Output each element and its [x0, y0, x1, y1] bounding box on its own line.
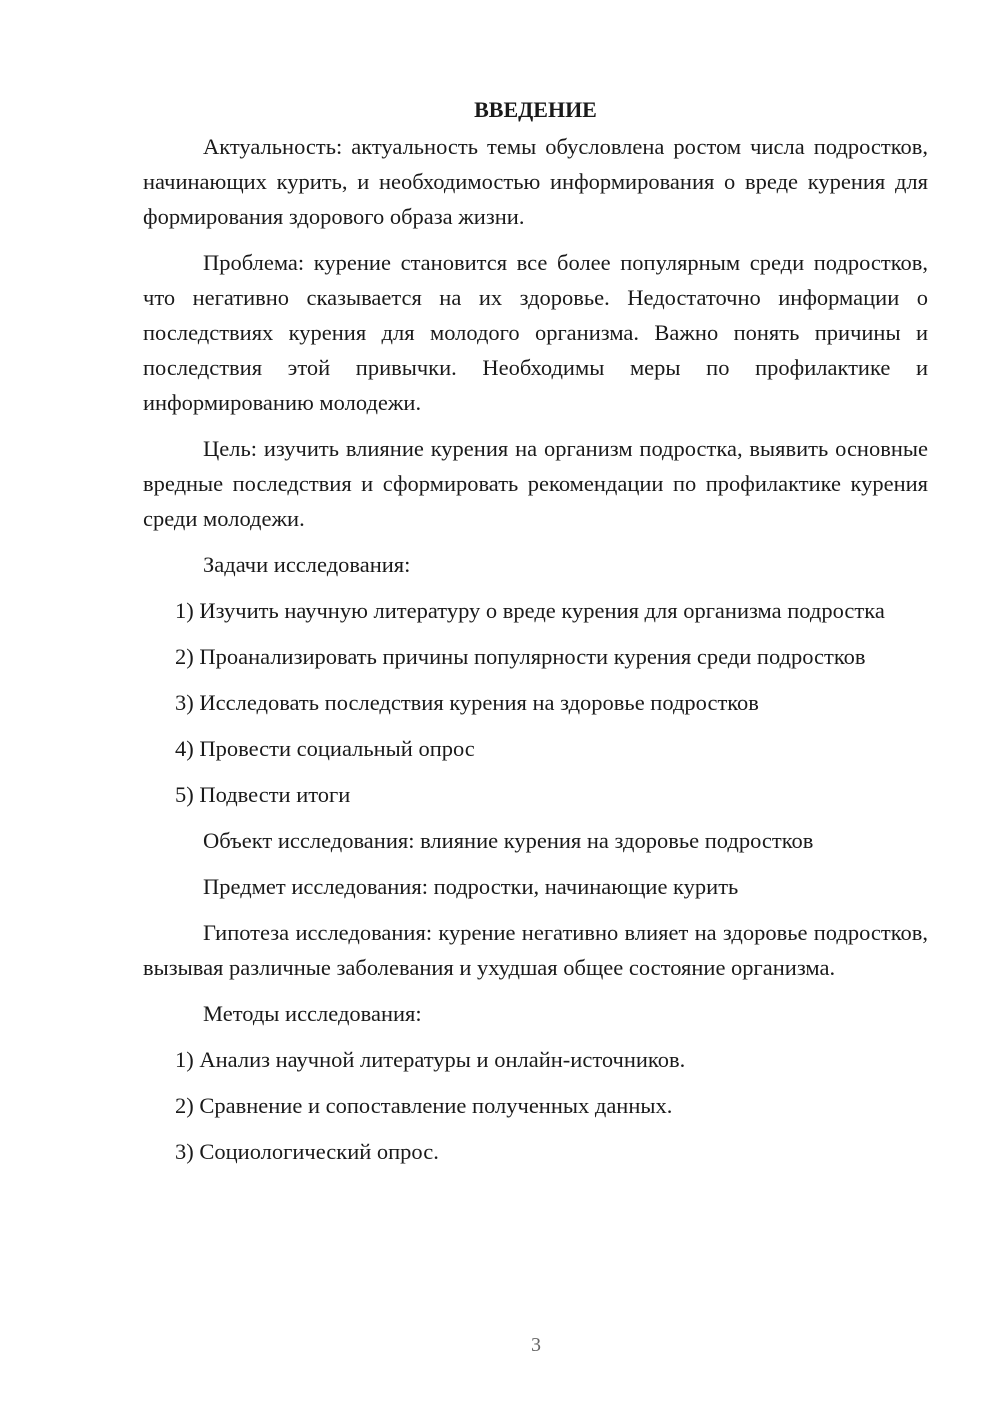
task-item: 3) Исследовать последствия курения на здоровье подростков: [175, 690, 759, 715]
relevance-paragraph: Актуальность: актуальность темы обусловлена ростом числа подростков, начинающих курить, и необходимостью информирования о вреде курения для формирования здорового образа жизни.: [143, 134, 928, 229]
subject-paragraph: Предмет исследования: подростки, начинающие курить: [203, 874, 739, 899]
method-item: 3) Социологический опрос.: [175, 1139, 439, 1164]
method-item: 1) Анализ научной литературы и онлайн-источников.: [175, 1047, 686, 1072]
task-item: 1) Изучить научную литературу о вреде курения для организма подростка: [175, 598, 885, 623]
page-number: 3: [531, 1334, 541, 1356]
hypothesis-paragraph: Гипотеза исследования: курение негативно влияет на здоровье подростков, вызывая различные заболевания и ухудшая общее состояние организма.: [143, 920, 928, 980]
task-item: 5) Подвести итоги: [175, 782, 351, 807]
tasks-heading: Задачи исследования:: [203, 552, 411, 577]
method-item: 2) Сравнение и сопоставление полученных данных.: [175, 1093, 673, 1118]
task-item: 2) Проанализировать причины популярности курения среди подростков: [175, 644, 866, 669]
task-item: 4) Провести социальный опрос: [175, 736, 475, 761]
document-page: [143, 92, 928, 1180]
object-paragraph: Объект исследования: влияние курения на здоровье подростков: [203, 828, 814, 853]
problem-paragraph: Проблема: курение становится все более популярным среди подростков, что негативно сказывается на их здоровье. Недостаточно информации о последствиях курения для молодого организма. Важно понять причины и последствия этой привычки. Необходимы меры по профилактике и информированию молодежи.: [143, 250, 928, 415]
goal-paragraph: Цель: изучить влияние курения на организм подростка, выявить основные вредные последствия и сформировать рекомендации по профилактике курения среди молодежи.: [143, 436, 928, 531]
methods-heading: Методы исследования:: [203, 1001, 422, 1026]
section-title: ВВЕДЕНИЕ: [474, 97, 597, 122]
